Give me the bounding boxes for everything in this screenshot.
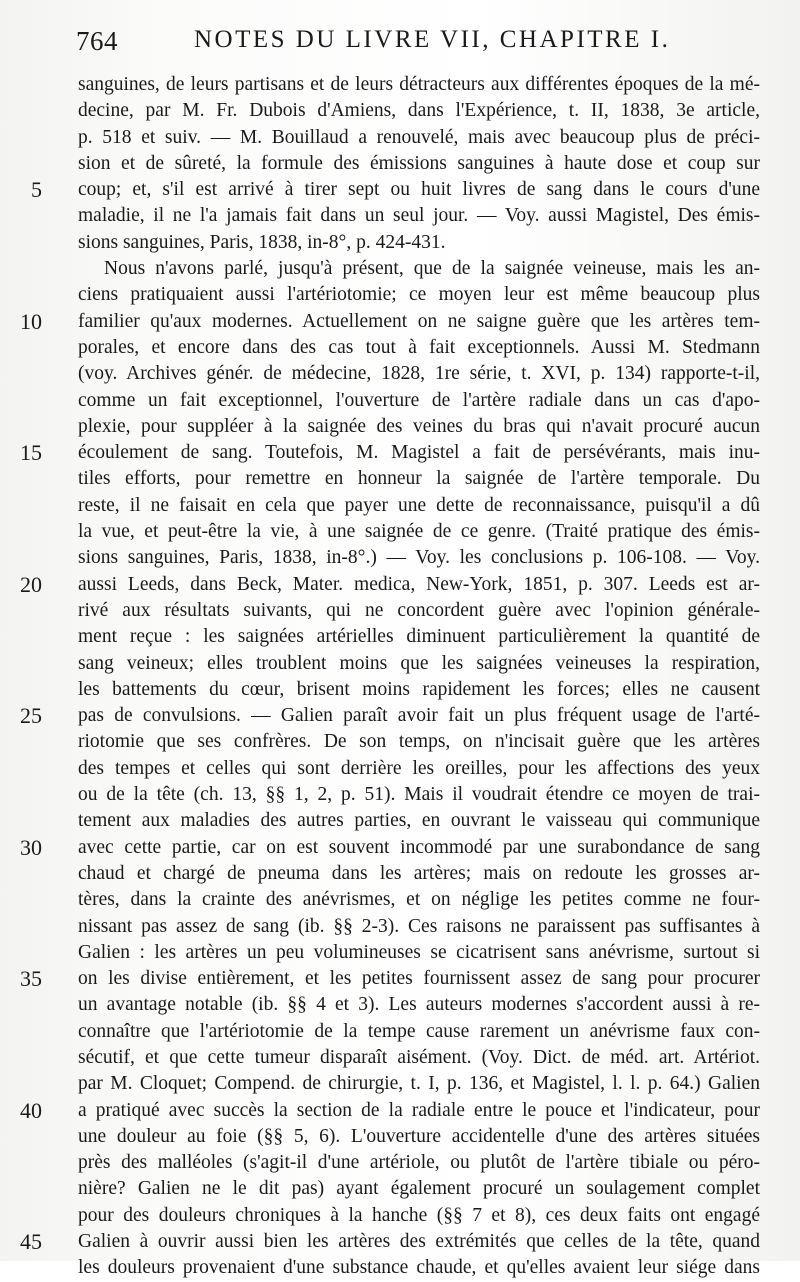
running-head: NOTES DU LIVRE VII, CHAPITRE I.	[194, 26, 671, 53]
text-line	[0, 1150, 800, 1176]
text-line	[0, 1229, 800, 1255]
line-text: coup; et, s'il est arrivé à tirer sept ou huit livres de sang dans le cours d'une	[78, 179, 760, 201]
page-number: 764	[76, 26, 118, 56]
line-text: par M. Cloquet; Compend. de chirurgie, t. I, p. 136, et Magistel, l. l. p. 64.) Galien	[78, 1073, 760, 1095]
line-text: tement aux maladies des autres parties, en ouvrant le vaisseau qui communique	[78, 810, 760, 832]
text-line	[0, 914, 800, 940]
body-text	[0, 72, 800, 1282]
text-line	[0, 256, 800, 282]
line-text: a pratiqué avec succès la section de la radiale entre le pouce et l'indicateur, pour	[78, 1099, 760, 1121]
line-text: porales, et encore dans des cas tout à fait exceptionnels. Aussi M. Stedmann	[78, 336, 760, 358]
line-text: sanguines, de leurs partisans et de leurs détracteurs aux différentes époques de la mé-	[78, 74, 760, 95]
text-line	[0, 729, 800, 755]
line-text: sécutif, et que cette tumeur disparaît aisément. (Voy. Dict. de méd. art. Artériot.	[78, 1046, 760, 1068]
text-line	[0, 545, 800, 571]
text-line	[0, 940, 800, 966]
line-text: Galien : les artères un peu volumineuses se cicatrisent sans anévrisme, surtout si	[78, 941, 760, 963]
text-line	[0, 440, 800, 466]
text-line	[0, 493, 800, 519]
line-text: ou de la tête (ch. 13, §§ 1, 2, p. 51). Mais il voudrait étendre ce moyen de trai-	[78, 784, 760, 806]
text-line	[0, 125, 800, 151]
text-line	[0, 677, 800, 703]
line-text: sions sanguines, Paris, 1838, in-8°, p. 424-431.	[78, 231, 446, 253]
text-line	[0, 282, 800, 308]
text-line	[0, 651, 800, 677]
line-text: tiles efforts, pour remettre en honneur la saignée de l'artère temporale. Du	[78, 468, 760, 490]
line-text: plexie, pour suppléer à la saignée des veines du bras qui n'avait procuré aucun	[78, 415, 760, 437]
line-text: près des malléoles (s'agit-il d'une artériole, ou plutôt de l'artère tibiale ou péro-	[78, 1152, 760, 1174]
line-text: pas de convulsions. — Galien paraît avoir fait un plus fréquent usage de l'arté-	[78, 705, 760, 727]
text-line	[0, 782, 800, 808]
line-text: Nous n'avons parlé, jusqu'à présent, que de la saignée veineuse, mais les an-	[104, 258, 760, 280]
text-line	[0, 230, 800, 256]
line-text: pour des douleurs chroniques à la hanche (§§ 7 et 8), ces deux faits ont engagé	[78, 1204, 760, 1226]
text-line	[0, 992, 800, 1018]
line-number: 5	[31, 177, 42, 203]
text-line	[0, 1045, 800, 1071]
text-line	[0, 703, 800, 729]
line-text: (voy. Archives génér. de médecine, 1828, 1re série, t. XVI, p. 134) rapporte-t-il,	[78, 363, 760, 385]
text-line	[0, 1203, 800, 1229]
text-line	[0, 151, 800, 177]
line-text: écoulement de sang. Toutefois, M. Magistel a fait de persévérants, mais inu-	[78, 442, 760, 464]
text-line	[0, 1124, 800, 1150]
text-line	[0, 1071, 800, 1097]
line-text: on les divise entièrement, et les petites fournissent assez de sang pour procurer	[78, 968, 760, 990]
text-line	[0, 177, 800, 203]
line-text: rivé aux résultats suivants, qui ne concordent guère avec l'opinion générale-	[78, 599, 760, 621]
text-line	[0, 756, 800, 782]
line-text: Galien à ouvrir aussi bien les artères des extrémités que celles de la tête, quand	[78, 1231, 760, 1253]
line-text: aussi Leeds, dans Beck, Mater. medica, New-York, 1851, p. 307. Leeds est ar-	[78, 573, 760, 595]
line-text: la vue, et peut-être la vie, à une saignée de ce genre. (Traité pratique des émis-	[78, 521, 760, 543]
text-line	[0, 572, 800, 598]
line-text: sion et de sûreté, la formule des émissions sanguines à haute dose et coup sur	[78, 152, 760, 174]
line-text: sang veineux; elles troublent moins que les saignées veineuses la respiration,	[78, 652, 760, 674]
text-line	[0, 388, 800, 414]
line-text: les battements du cœur, brisent moins rapidement les forces; elles ne causent	[78, 678, 760, 700]
line-text: sions sanguines, Paris, 1838, in-8°.) — Voy. les conclusions p. 106-108. — Voy.	[78, 547, 760, 569]
line-text: un avantage notable (ib. §§ 4 et 3). Les auteurs modernes s'accordent aussi à re-	[78, 994, 760, 1016]
line-number: 30	[20, 834, 42, 860]
line-text: tères, dans la crainte des anévrismes, et on néglige les petites comme ne four-	[78, 889, 760, 911]
line-text: reste, il ne faisait en cela que payer une dette de reconnaissance, puisqu'il a dû	[78, 494, 760, 516]
text-line	[0, 598, 800, 624]
text-line	[0, 519, 800, 545]
line-text: ciens pratiquaient aussi l'artériotomie; ce moyen leur est même beaucoup plus	[78, 284, 760, 306]
text-line	[0, 414, 800, 440]
text-line	[0, 887, 800, 913]
page-header	[76, 22, 776, 58]
text-line	[0, 466, 800, 492]
line-text: une douleur au foie (§§ 5, 6). L'ouverture accidentelle d'une des artères situées	[78, 1125, 760, 1147]
line-text: nissant pas assez de sang (ib. §§ 2-3). Ces raisons ne paraissent pas suffisantes à	[78, 915, 760, 937]
text-line	[0, 966, 800, 992]
text-line	[0, 861, 800, 887]
text-line	[0, 98, 800, 124]
line-text: avec cette partie, car on est souvent incommodé par une surabondance de sang	[78, 836, 760, 858]
line-number: 15	[20, 440, 42, 466]
line-text: decine, par M. Fr. Dubois d'Amiens, dans l'Expérience, t. II, 1838, 3e article,	[78, 100, 760, 122]
text-line	[0, 624, 800, 650]
line-number: 35	[20, 966, 42, 992]
line-text: chaud et chargé de pneuma dans les artères; mais on redoute les grosses ar-	[78, 862, 760, 884]
line-number: 20	[20, 571, 42, 597]
text-line	[0, 808, 800, 834]
line-number: 10	[20, 308, 42, 334]
text-line	[0, 203, 800, 229]
text-line	[0, 1019, 800, 1045]
line-number: 45	[20, 1229, 42, 1255]
line-text: nière? Galien ne le dit pas) ayant également procuré un soulagement complet	[78, 1178, 760, 1200]
text-line	[0, 1176, 800, 1202]
line-text: comme un fait exceptionnel, l'ouverture de l'artère radiale dans un cas d'apo-	[78, 389, 760, 411]
text-line	[0, 72, 800, 98]
line-text: connaître que l'artériotomie de la tempe cause rarement un anévrisme faux con-	[78, 1020, 760, 1042]
text-line	[0, 335, 800, 361]
line-text: maladie, il ne l'a jamais fait dans un seul jour. — Voy. aussi Magistel, Des émis-	[78, 205, 760, 227]
line-text: familier qu'aux modernes. Actuellement on ne saigne guère que les artères tem-	[78, 310, 760, 332]
text-line	[0, 361, 800, 387]
text-line	[0, 309, 800, 335]
text-line	[0, 1255, 800, 1281]
line-text: riotomie que ses confrères. De son temps, on n'incisait guère que les artères	[78, 731, 760, 753]
line-text: p. 518 et suiv. — M. Bouillaud a renouvelé, mais avec beaucoup plus de préci-	[78, 126, 760, 148]
text-line	[0, 1098, 800, 1124]
line-text: des tempes et celles qui sont derrière les oreilles, pour les affections des yeux	[78, 757, 760, 779]
line-number: 40	[20, 1097, 42, 1123]
line-number: 25	[20, 703, 42, 729]
line-text: les douleurs provenaient d'une substance chaude, et qu'elles avaient leur siége dans	[78, 1257, 760, 1279]
text-line	[0, 835, 800, 861]
line-text: ment reçue : les saignées artérielles diminuent particulièrement la quantité de	[78, 626, 760, 648]
